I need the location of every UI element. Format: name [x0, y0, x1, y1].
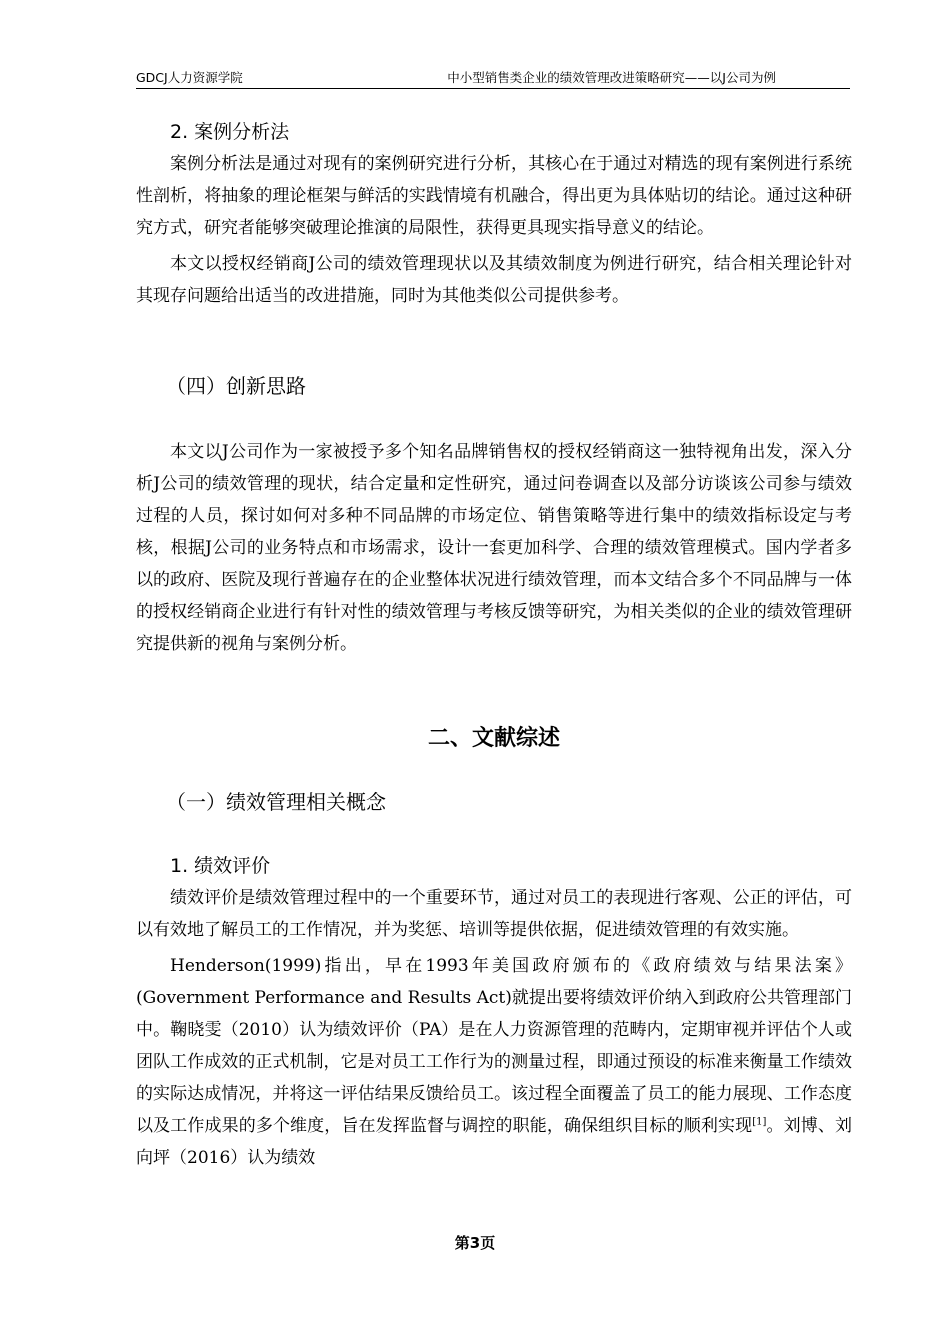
- case-analysis-paragraph-1: 案例分析法是通过对现有的案例研究进行分析，其核心在于通过对精选的现有案例进行系统性剖析，将抽象的理论框架与鲜活的实践情境有机融合，得出更为具体贴切的结论。通过这种研究方式，研究者能够突破理论推演的局限性，获得更具现实指导意义的结论。: [136, 154, 852, 238]
- page-number: 第3页: [454, 1234, 496, 1252]
- performance-evaluation-heading: 1. 绩效评价: [170, 855, 271, 877]
- innovation-body: [136, 436, 852, 660]
- innovation-paragraph: 本文以J公司作为一家被授予多个知名品牌销售权的授权经销商这一独特视角出发，深入分析J公司的绩效管理的现状，结合定量和定性研究，通过问卷调查以及部分访谈该公司参与绩效过程的人员，探讨如何对多种不同品牌的市场定位、销售策略等进行集中的绩效指标设定与考核，根据J公司的业务特点和市场需求，设计一套更加科学、合理的绩效管理模式。国内学者多以的政府、医院及现行普遍存在的企业整体状况进行绩效管理，而本文结合多个不同品牌与一体的授权经销商企业进行有针对性的绩效管理与考核反馈等研究，为相关类似的企业的绩效管理研究提供新的视角与案例分析。: [136, 442, 852, 654]
- performance-evaluation-section: [136, 850, 852, 1174]
- innovation-section: [136, 370, 852, 402]
- running-header: [136, 66, 850, 89]
- concepts-heading-block: [136, 786, 852, 818]
- paragraph-2-text: Henderson(1999)指出，早在1993年美国政府颁布的《政府绩效与结果法案》(Government Performance and Results Act)就提出要将绩效评价纳入到政府公共管理部门中。鞠晓雯（2010）认为绩效评价（PA）是在人力资源管理的范畴内，定期审视并评估个人或团队工作成效的正式机制，它是对员工工作行为的测量过程，即通过预设的标准来衡量工作绩效的实际达成情况，并将这一评估结果反馈给员工。该过程全面覆盖了员工的能力展现、工作态度以及工作成果的多个维度，旨在发挥监督与调控的职能，确保组织目标的顺利实现: [136, 956, 852, 1136]
- header-institution: GDCJ人力资源学院: [136, 70, 243, 85]
- chapter-title: 二、文献综述: [427, 726, 560, 751]
- case-analysis-section: [136, 116, 852, 312]
- chapter-heading-block: [136, 722, 852, 756]
- innovation-heading: （四）创新思路: [166, 374, 306, 398]
- header-thesis-title: 中小型销售类企业的绩效管理改进策略研究——以J公司为例: [447, 70, 776, 85]
- concepts-heading: （一）绩效管理相关概念: [166, 790, 386, 814]
- case-analysis-heading: 2. 案例分析法: [170, 121, 290, 143]
- case-analysis-paragraph-2: 本文以授权经销商J公司的绩效管理现状以及其绩效制度为例进行研究，结合相关理论针对其现存问题给出适当的改进措施，同时为其他类似公司提供参考。: [136, 254, 852, 306]
- performance-evaluation-paragraph-2: [136, 950, 852, 1174]
- paragraph-2-tail: 。刘博、刘向坪（2016）认为绩效: [136, 1116, 853, 1168]
- performance-evaluation-paragraph-1: 绩效评价是绩效管理过程中的一个重要环节，通过对员工的表现进行客观、公正的评估，可以有效地了解员工的工作情况，并为奖惩、培训等提供依据，促进绩效管理的有效实施。: [136, 888, 852, 940]
- citation-reference[interactable]: [1]: [752, 1116, 767, 1128]
